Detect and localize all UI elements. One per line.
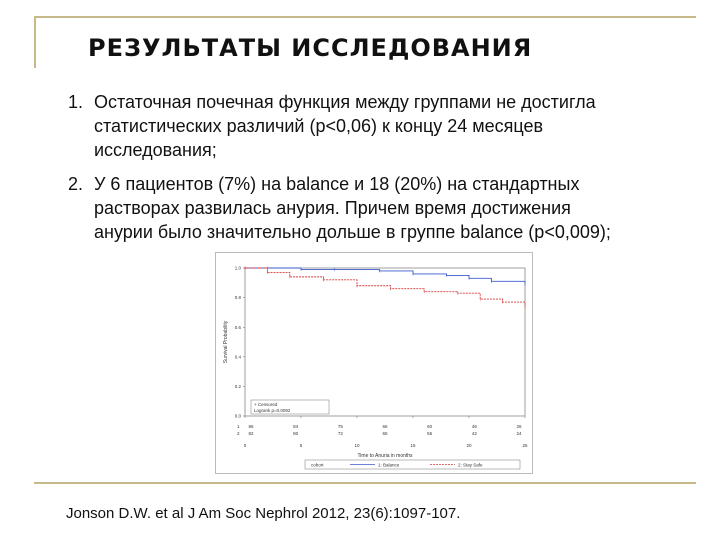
risk-value: 60 (427, 424, 433, 429)
item-text (94, 172, 688, 244)
risk-value: 84 (293, 424, 299, 429)
results-list (68, 90, 688, 254)
item-line: статистических различий (p<0,06) к концу 24 месяцев (94, 116, 544, 136)
x-tick-label: 25 (522, 443, 528, 448)
risk-value: 80 (293, 431, 299, 436)
item-line: Остаточная почечная функция между группами не достигла (94, 92, 596, 112)
list-item (68, 90, 688, 162)
censored-legend: + Censored (254, 402, 278, 407)
risk-value: 65 (382, 431, 388, 436)
slide-title: РЕЗУЛЬТАТЫ ИССЛЕДОВАНИЯ (88, 34, 533, 62)
slide-frame-left (34, 16, 36, 68)
y-axis-label: Survival Probability (223, 320, 229, 364)
item-number: 1. (68, 92, 84, 112)
risk-row-label: 1 (237, 424, 240, 429)
y-tick-label: 0.4 (234, 354, 241, 360)
risk-value: 24 (516, 431, 522, 436)
slide-frame-top (36, 16, 696, 18)
item-number: 2. (68, 174, 84, 194)
x-tick-label: 0 (243, 443, 247, 448)
y-tick-label: 0.2 (234, 384, 241, 389)
x-tick-label: 10 (354, 443, 360, 448)
chart-border (216, 253, 533, 474)
legend-balance-label: 1: Balance (378, 462, 400, 468)
risk-value: 72 (337, 431, 343, 436)
risk-row-label: 2 (237, 431, 240, 436)
risk-value: 75 (337, 424, 343, 429)
y-tick-label: 0.8 (234, 295, 241, 301)
item-line: исследования; (94, 140, 217, 160)
item-line: растворах развилась анурия. Причем время достижения (94, 198, 571, 218)
x-tick-label: 15 (410, 443, 416, 448)
x-axis-label: Time to Anuria in months (357, 453, 413, 459)
risk-value: 66 (382, 424, 388, 429)
list-item (68, 172, 688, 244)
survival-chart-svg (215, 252, 533, 474)
y-tick-label: 1.0 (234, 265, 241, 271)
y-tick-label: 0.0 (234, 413, 241, 419)
risk-value: 26 (516, 424, 522, 429)
item-line: У 6 пациентов (7%) на balance и 18 (20%) на стандартных (94, 174, 580, 194)
y-tick-label: 0.6 (234, 324, 241, 330)
risk-value: 82 (248, 431, 254, 436)
risk-value: 42 (471, 431, 477, 436)
x-tick-label: 5 (299, 443, 303, 448)
x-tick-label: 20 (466, 443, 472, 448)
risk-value: 55 (427, 431, 433, 436)
risk-value: 86 (248, 424, 254, 429)
item-line: анурии было значительно дольше в группе balance (p<0,009); (94, 222, 611, 242)
item-text (94, 90, 688, 162)
risk-value: 46 (471, 424, 477, 429)
bottom-legend-box (305, 460, 520, 469)
slide-frame-bottom (34, 482, 696, 484)
legend-cohort-label: cohort (311, 462, 324, 468)
survival-chart (215, 252, 533, 474)
logrank-text: Logrank p=0.0092 (254, 408, 291, 413)
citation: Jonson D.W. et al J Am Soc Nephrol 2012, 23(6):1097-107. (66, 505, 461, 522)
legend-staysafe-label: 2: Stay Safe (458, 462, 483, 468)
